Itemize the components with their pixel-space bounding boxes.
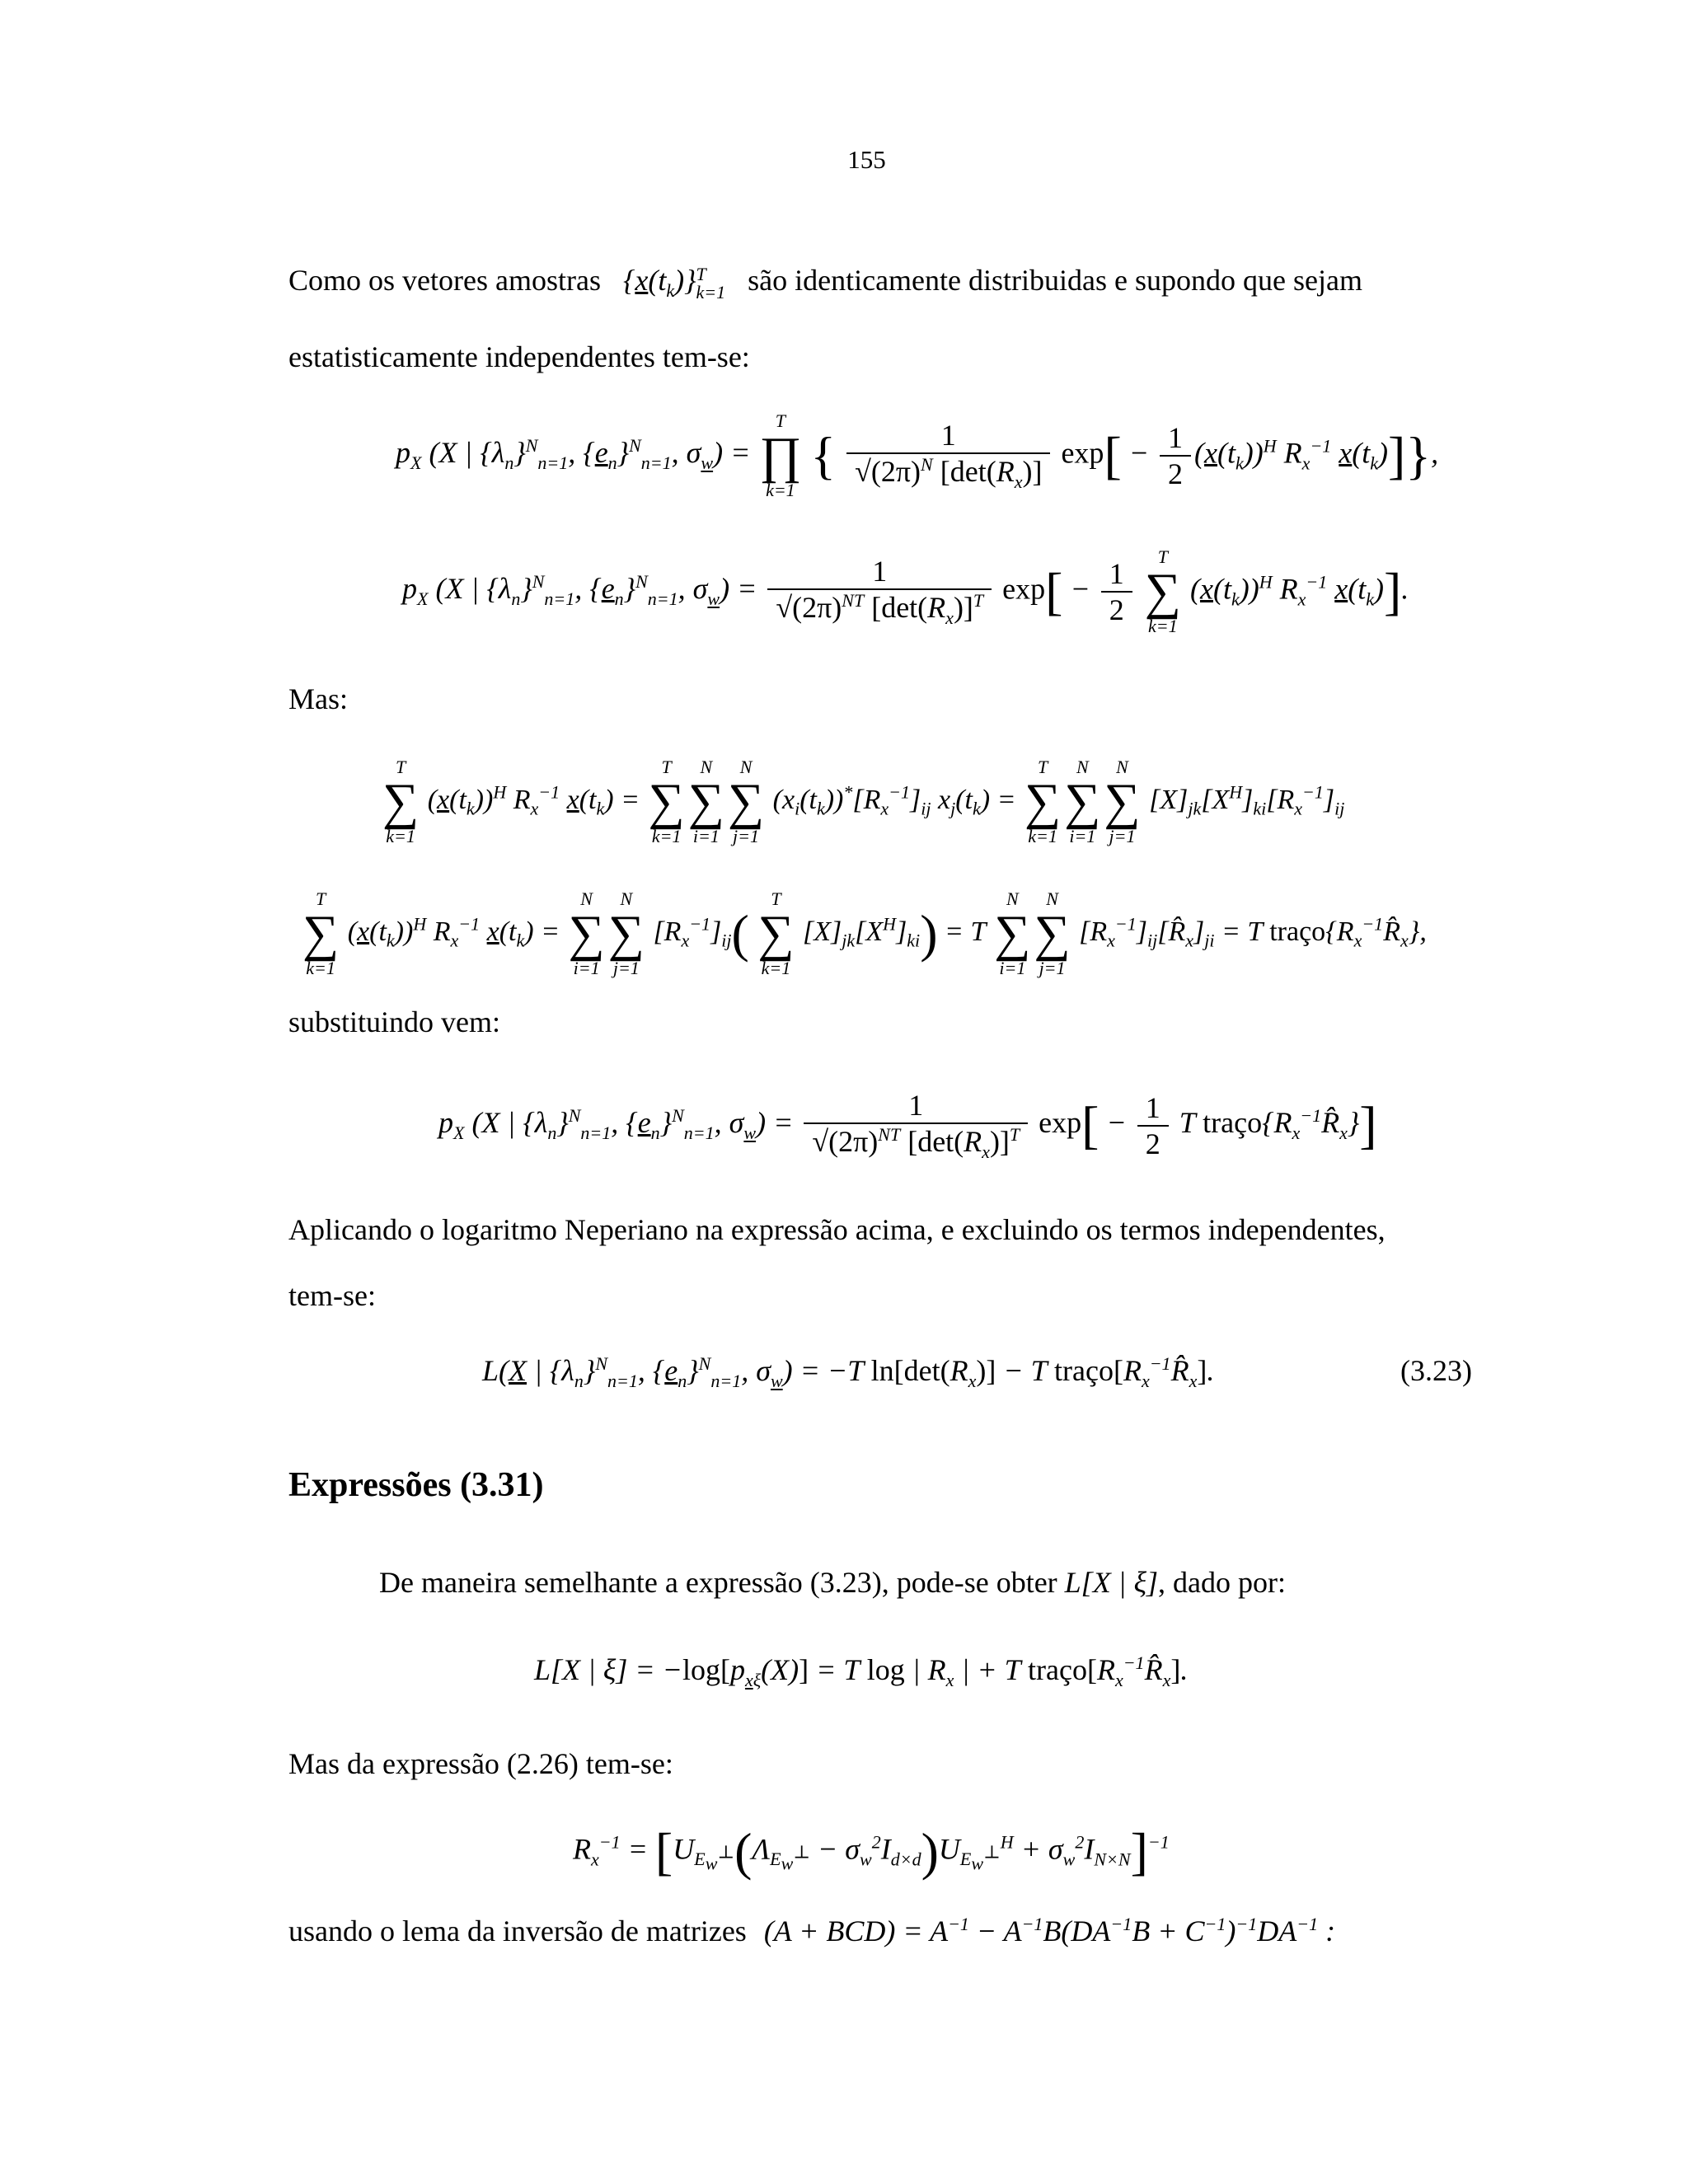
paragraph-intro bbox=[288, 247, 1447, 390]
logarithm-text-b: tem-se: bbox=[288, 1279, 376, 1312]
paragraph-expression-226: Mas da expressão (2.26) tem-se: bbox=[288, 1747, 673, 1780]
lemma-formula: $(A + BCD) = A^{-1} - A^{-1}B(DA^{-1}B + C^{-1})^{-1}DA^{-1}$ : bbox=[763, 1914, 1336, 1947]
equation-number-3-23: (3.23) bbox=[1400, 1354, 1472, 1387]
page-number: 155 bbox=[847, 145, 886, 174]
label-substituindo: substituindo vem: bbox=[288, 1005, 501, 1038]
inline-L: L[X | ξ] bbox=[1064, 1566, 1158, 1599]
paragraph-logarithm bbox=[288, 1197, 1447, 1329]
paragraph-similar bbox=[288, 1549, 1447, 1615]
similar-text-b: , dado por: bbox=[1158, 1566, 1286, 1599]
intro-text-b: são identicamente distribuidas e supondo que sejam bbox=[748, 264, 1362, 297]
samples-set: $\{x(t_k)\}$ T k=1 bbox=[622, 263, 726, 302]
logarithm-text: Aplicando o logaritmo Neperiano na expressão acima, e excluindo os termos independentes, bbox=[288, 1213, 1386, 1246]
section-heading: Expressões (3.31) bbox=[288, 1466, 544, 1504]
intro-text-c: estatisticamente independentes tem-se: bbox=[288, 340, 750, 374]
similar-text: De maneira semelhante a expressão (3.23), pode-se obter bbox=[379, 1566, 1057, 1599]
lemma-text: usando o lema da inversão de matrizes bbox=[288, 1915, 747, 1947]
intro-text-a: Como os vetores amostras bbox=[288, 264, 601, 297]
paragraph-lemma bbox=[288, 1891, 1525, 1964]
label-mas-1: Mas: bbox=[288, 682, 348, 715]
